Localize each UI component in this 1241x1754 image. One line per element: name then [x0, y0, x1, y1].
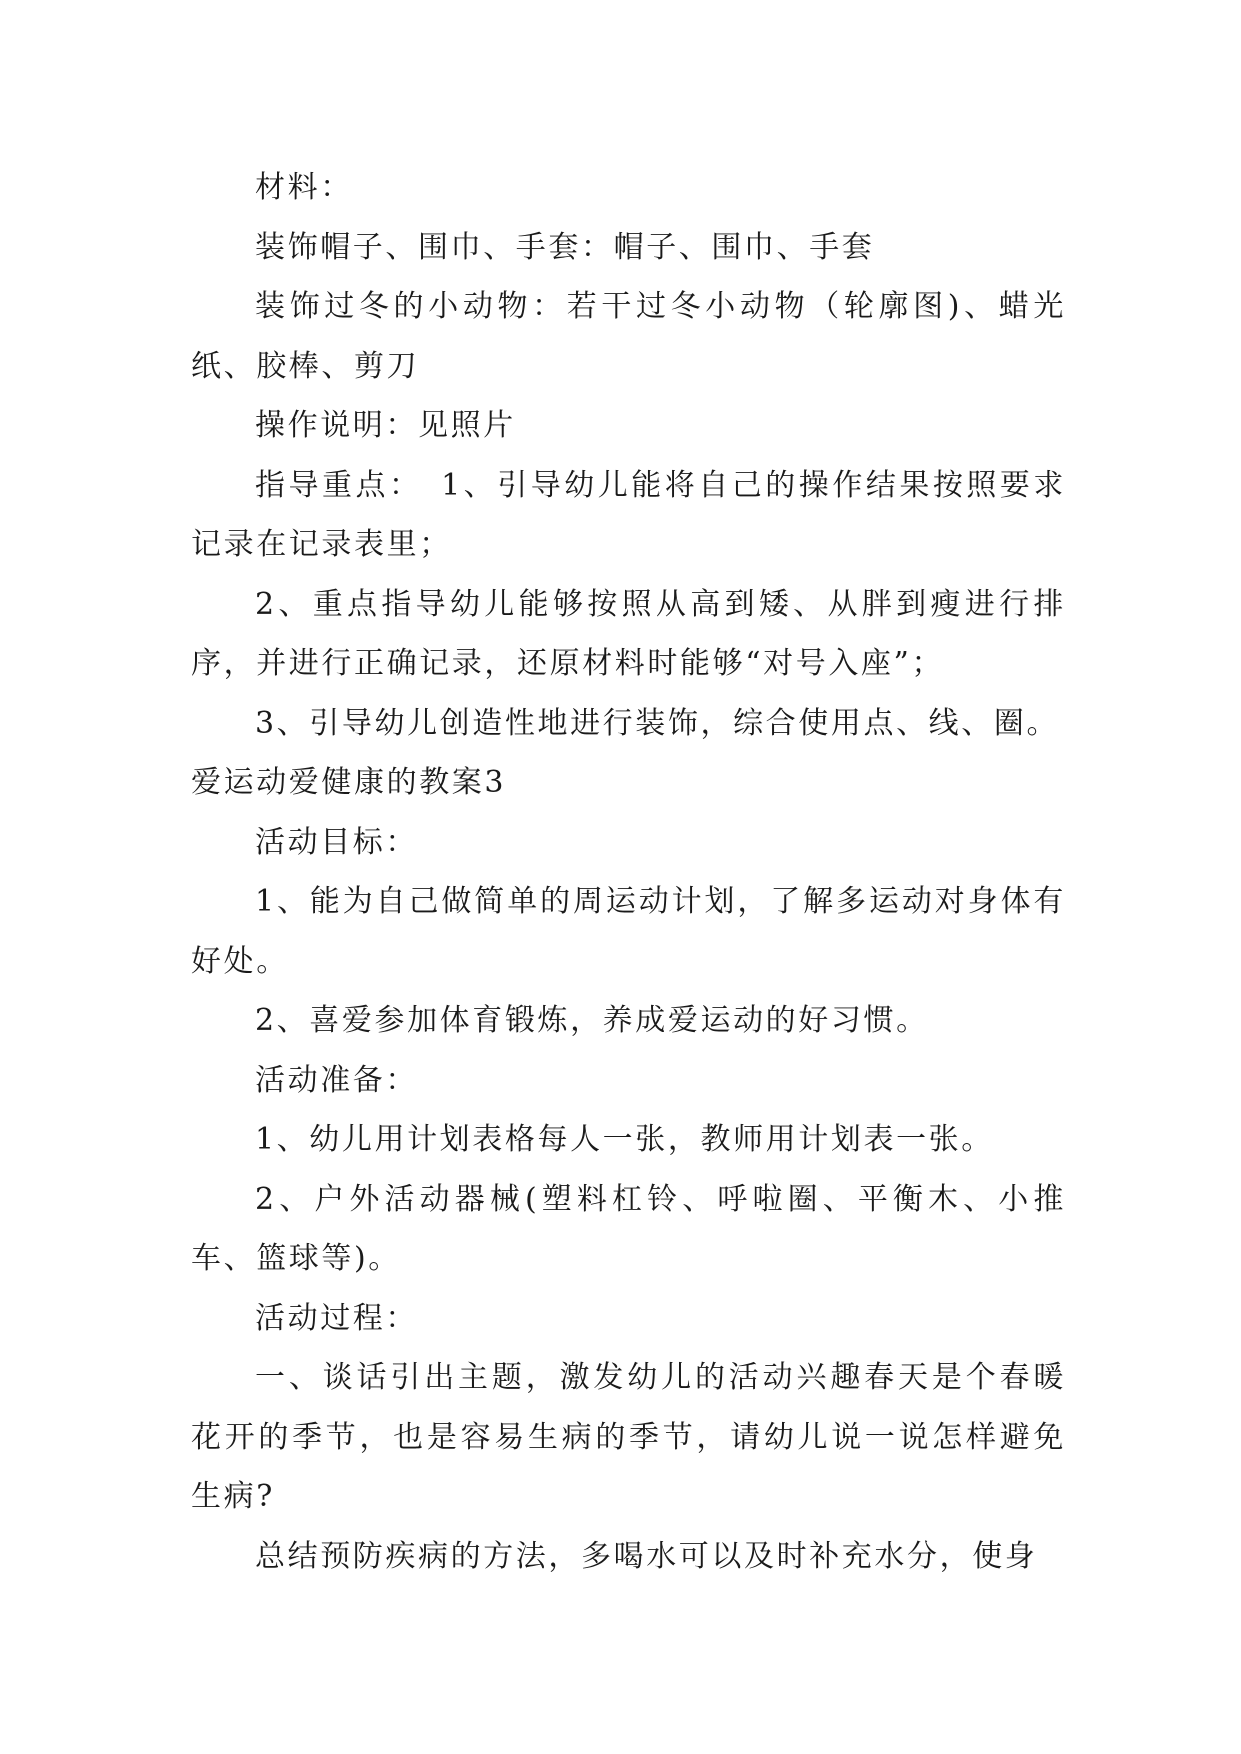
document-body [191, 158, 1066, 1586]
paragraph-materials-heading: 材料： [255, 170, 353, 205]
paragraph-operation-notes: 操作说明：见照片 [255, 408, 516, 443]
paragraph-guidance-point-2: 2、重点指导幼儿能够按照从高到矮、从胖到瘦进行排序，并进行正确记录，还原材料时能够“对号入座”； [191, 586, 1066, 681]
paragraph-guidance-point-3: 3、引导幼儿创造性地进行装饰，综合使用点、线、圈。 [255, 705, 1060, 741]
paragraph-decorate-winter-animals: 装饰过冬的小动物：若干过冬小动物（轮廓图)、蜡光纸、胶棒、剪刀 [191, 289, 1066, 384]
heading-activity-process: 活动过程： [255, 1300, 418, 1336]
paragraph-summary-prevention: 总结预防疾病的方法，多喝水可以及时补充水分，使身 [255, 1538, 1038, 1574]
heading-activity-preparation: 活动准备： [255, 1062, 418, 1098]
section-title-lesson-plan-3: 爱运动爱健康的教案3 [191, 765, 507, 800]
paragraph-goal-2: 2、喜爱参加体育锻炼，养成爱运动的好习惯。 [255, 1003, 929, 1038]
paragraph-goal-1: 1、能为自己做简单的周运动计划，了解多运动对身体有好处。 [191, 884, 1066, 979]
paragraph-preparation-1: 1、幼儿用计划表格每人一张，教师用计划表一张。 [255, 1122, 994, 1157]
paragraph-decorate-hat-scarf-gloves: 装饰帽子、围巾、手套：帽子、围巾、手套 [255, 229, 875, 265]
paragraph-guidance-point-1: 指导重点： 1、引导幼儿能将自己的操作结果按照要求记录在记录表里； [191, 467, 1066, 562]
heading-activity-goals: 活动目标： [255, 824, 418, 860]
paragraph-process-step-1: 一、谈话引出主题，激发幼儿的活动兴趣春天是个春暖花开的季节，也是容易生病的季节，请幼儿说一说怎样避免生病? [191, 1360, 1066, 1514]
paragraph-preparation-2: 2、户外活动器械(塑料杠铃、呼啦圈、平衡木、小推车、篮球等)。 [191, 1181, 1066, 1276]
